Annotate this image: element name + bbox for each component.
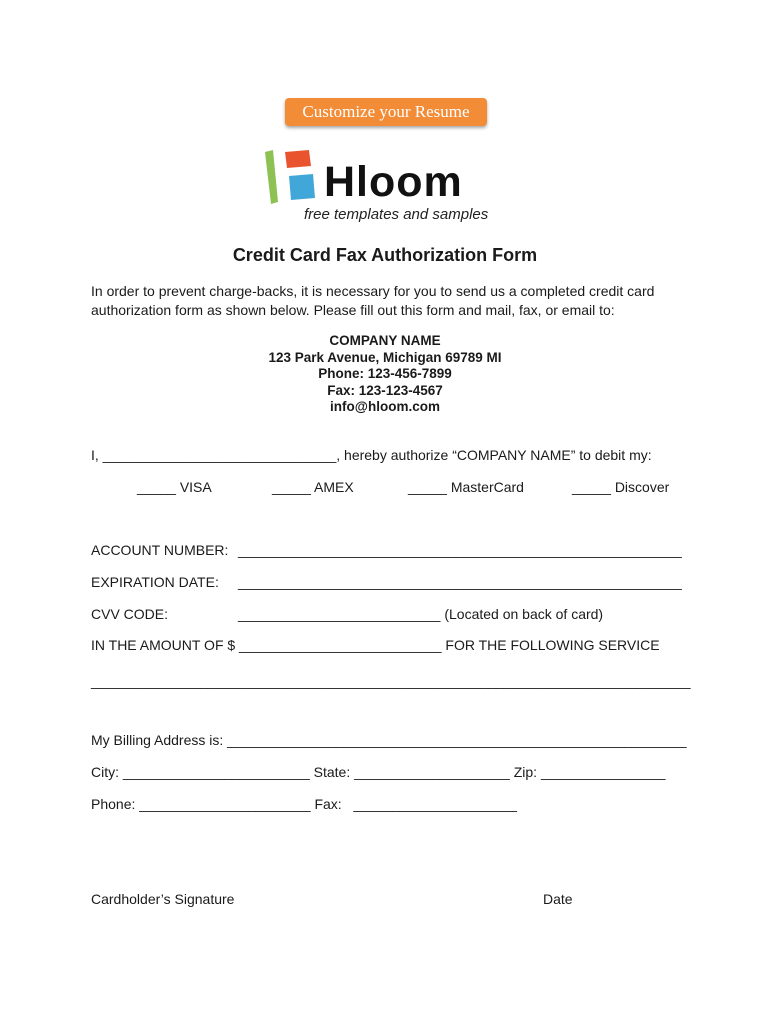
- company-name: COMPANY NAME: [329, 333, 441, 348]
- company-address: 123 Park Avenue, Michigan 69789 MI: [268, 349, 502, 365]
- amount-line: IN THE AMOUNT OF $ __________________________ FOR THE FOLLOWING SERVICE: [91, 637, 660, 653]
- form-title: Credit Card Fax Authorization Form: [232, 245, 538, 265]
- phone-fax-line: Phone: ______________________ Fax: _____________________: [91, 796, 517, 812]
- hloom-logo-icon: [265, 150, 321, 206]
- expiration-date-line: _________________________________________________________: [238, 574, 682, 590]
- cardholder-signature-label: Cardholder’s Signature: [91, 891, 235, 907]
- logo-wordmark: Hloom: [324, 158, 463, 206]
- city-state-zip-line: City: ________________________ State: ____________________ Zip: ________________: [91, 764, 666, 780]
- company-block: [0, 333, 770, 416]
- date-label: Date: [543, 891, 573, 907]
- card-amex: _____ AMEX: [272, 479, 354, 495]
- cvv-code-label: CVV CODE:: [91, 606, 169, 622]
- company-email: info@hloom.com: [330, 399, 440, 414]
- account-number-line: _________________________________________________________: [238, 542, 682, 558]
- card-visa: _____ VISA: [137, 479, 212, 495]
- customize-resume-button[interactable]: Customize your Resume: [285, 98, 487, 126]
- service-line: _____________________________________________________________________________: [91, 673, 691, 689]
- account-number-label: ACCOUNT NUMBER:: [91, 542, 229, 558]
- authorize-line: I, ______________________________, hereby authorize “COMPANY NAME” to debit my:: [91, 447, 652, 463]
- logo-tagline: free templates and samples: [304, 206, 489, 223]
- company-fax: Fax: 123-123-4567: [327, 382, 443, 398]
- intro-paragraph: In order to prevent charge-backs, it is necessary for you to send us a completed credit card authorization form as shown below. Please fill out this form and mail, fax, or email to:: [91, 283, 655, 318]
- card-discover: _____ Discover: [572, 479, 670, 495]
- expiration-date-label: EXPIRATION DATE:: [91, 574, 219, 590]
- billing-address-line: My Billing Address is: ___________________________________________________________: [91, 732, 687, 748]
- cvv-code-line: __________________________ (Located on back of card): [238, 606, 604, 622]
- company-phone: Phone: 123-456-7899: [318, 366, 452, 381]
- card-mastercard: _____ MasterCard: [408, 479, 524, 495]
